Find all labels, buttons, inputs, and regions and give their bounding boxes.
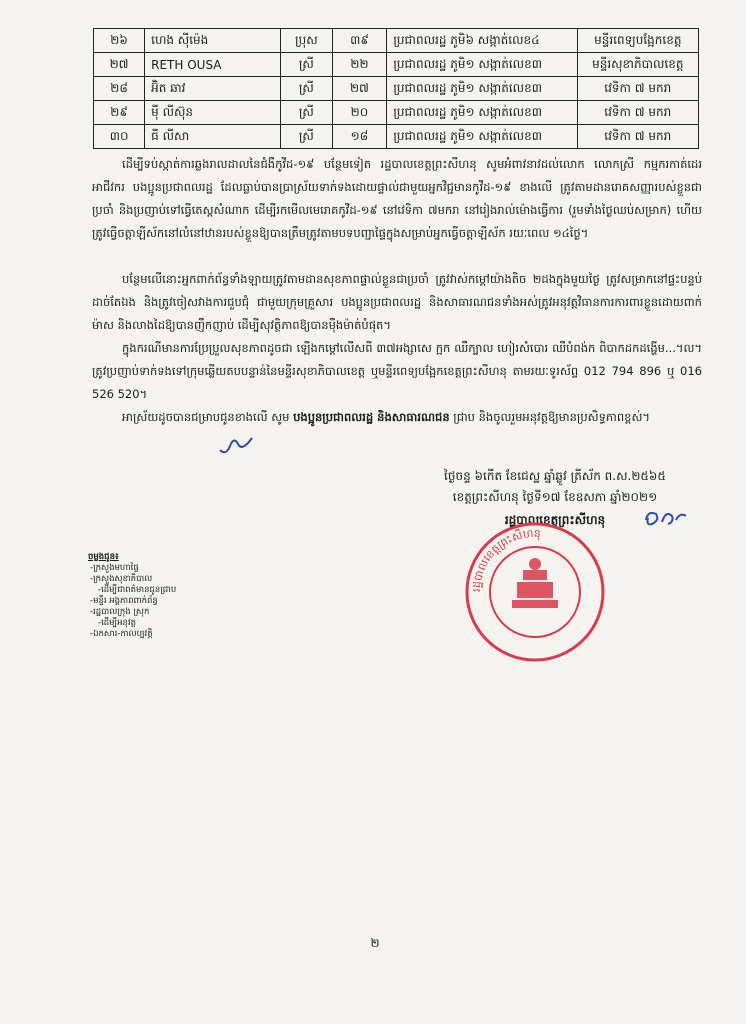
copy-to-item: -ក្រសួងមហាផ្ទៃ: [90, 563, 139, 573]
page-number: ២: [370, 936, 380, 950]
copy-to-item: -មន្ទីរ អង្គភាពពាក់ព័ន្ធ: [90, 596, 158, 606]
case-test-place: វេទិកា ៧ មករា: [577, 125, 698, 149]
case-test-place: មន្ទីរសុខាភិបាលខេត្ត: [577, 53, 698, 77]
case-name: ហេង ស៊ីម៉េង: [145, 29, 281, 53]
case-name: RETH OUSA: [145, 53, 281, 77]
case-address: ប្រជាពលរដ្ឋ ភូមិ១ សង្កាត់លេខ៣: [387, 101, 577, 125]
case-age: ២០: [332, 101, 387, 125]
issuing-authority: រដ្ឋបាលខេត្តព្រះសីហនុ: [504, 513, 606, 527]
signature-tick-icon: [216, 434, 256, 458]
case-number: ២៩: [94, 101, 145, 125]
case-name: អ៊ិត ឆាវ: [145, 77, 281, 101]
case-sex: ស្រី: [281, 77, 332, 101]
case-sex: ប្រុស: [281, 29, 332, 53]
case-age: ២២: [332, 53, 387, 77]
case-sex: ស្រី: [281, 125, 332, 149]
date-lunar: ថ្ងៃចន្ទ ៦កើត ខែជេស្ឋ ឆ្នាំឆ្លូវ ត្រីស័ក ព.ស.២៥៦៥: [444, 469, 666, 483]
case-address: ប្រជាពលរដ្ឋ ភូមិ៦ សង្កាត់លេខ៤: [387, 29, 577, 53]
case-number: ២៨: [94, 77, 145, 101]
table-row: [94, 125, 699, 149]
date-solar: ខេត្តព្រះសីហនុ ថ្ងៃទី១៧ ខែឧសភា ឆ្នាំ២០២១: [452, 490, 658, 504]
closing-tail: ជ្រាប និងចូលរួមអនុវត្តឱ្យមានប្រសិទ្ធភាពខ្ពស់។: [453, 410, 650, 424]
case-age: ១៨: [332, 125, 387, 149]
case-name: ម៉ី លីស៊ុន: [145, 101, 281, 125]
copy-to-item: -ដើម្បីអនុវត្ត: [98, 618, 136, 628]
table-row: [94, 53, 699, 77]
copy-to-item: -ឯកសារ-កាលប្បវត្តិ: [90, 629, 153, 639]
case-name: ធី លីសា: [145, 125, 281, 149]
copy-to-block: [88, 552, 228, 640]
official-seal-icon: [460, 520, 610, 665]
paragraph-call-for-testing: ដើម្បីទប់ស្កាត់ការឆ្លងរាលដាលនៃជំងឺកូវីដ-១៩ បន្ថែមទៀត រដ្ឋបាលខេត្តព្រះសីហនុ សូមអំពាវនាវដល់លោក លោកស្រី កម្មករកាត់ដេរ អាជីវករ បងប្អូនប្រជាពលរដ្ឋ ដែលធ្លាប់បានប្រាស្រ័យទាក់ទងដោយផ្ទាល់ជាមួយអ្នកវិជ្ជមានកូវីដ-១៩ ខាងលើ ត្រូវតាមដានរោគសញ្ញារបស់ខ្លួនជាប្រចាំ និងប្រញាប់ទៅធ្វើតេស្តសំណាក ដើម្បីរកមើលមេរោគកូវីដ-១៩ នៅវេទិកា ៧មករា នៅរៀងរាល់ម៉ោងធ្វើការ (រួមទាំងថ្ងៃឈប់សម្រាក) ហើយត្រូវធ្វើចត្តាឡីស័កនៅលំនៅឋានរបស់ខ្លួនឱ្យបានត្រឹមត្រូវតាមបទបញ្ជាផ្ទៃក្នុងសម្រាប់អ្នកធ្វើចត្តាឡីស័ក រយៈពេល ១៤ថ្ងៃ។: [92, 157, 702, 240]
case-address: ប្រជាពលរដ្ឋ ភូមិ១ សង្កាត់លេខ៣: [387, 53, 577, 77]
copy-to-item: -ក្រសួងសុខាភិបាល: [90, 574, 153, 584]
table-row: [94, 101, 699, 125]
paragraph-self-monitoring: បន្ថែមលើនោះអ្នកពាក់ព័ន្ធទាំងឡាយត្រូវតាមដានសុខភាពផ្ទាល់ខ្លួនជាប្រចាំ ត្រូវវាស់កម្តៅយ៉ាងតិច ២ដងក្នុងមួយថ្ងៃ ត្រូវសម្រាកនៅផ្ទះបន្ទប់ដាច់តែឯង និងត្រូវចៀសវាងការជួបជុំ ជាមួយក្រុមគ្រួសារ បងប្អូនប្រជាពលរដ្ឋ និងសាធារណជនទាំងអស់ត្រូវអនុវត្តវិធានការការពារខ្លួនដោយពាក់ម៉ាស និងលាងដៃឱ្យបានញឹកញាប់ ដើម្បីសុវត្ថិភាពឱ្យបានម៉ឺងម៉ាត់បំផុត។: [92, 272, 702, 332]
closing-lead: អាស្រ័យដូចបានជម្រាបជូនខាងលើ សូម: [122, 410, 290, 424]
case-number: ២៧: [94, 53, 145, 77]
copy-to-title: ចម្លងជូន៖: [88, 552, 119, 562]
paragraph-closing: [92, 406, 702, 429]
case-test-place: វេទិកា ៧ មករា: [577, 101, 698, 125]
copy-to-item: -រដ្ឋបាលក្រុង ស្រុក: [90, 607, 150, 617]
case-test-place: មន្ទីរពេទ្យបង្អែកខេត្ត: [577, 29, 698, 53]
date-block: [405, 466, 705, 508]
case-address: ប្រជាពលរដ្ឋ ភូមិ១ សង្កាត់លេខ៣: [387, 125, 577, 149]
closing-audience: បងប្អូនប្រជាពលរដ្ឋ និងសាធារណជន: [293, 410, 450, 424]
cases-table: [93, 28, 699, 149]
table-row: [94, 77, 699, 101]
case-sex: ស្រី: [281, 101, 332, 125]
case-sex: ស្រី: [281, 53, 332, 77]
copy-to-item: -ដើម្បីជាពត៌មានជូនជ្រាប: [98, 585, 177, 595]
case-age: ៣៩: [332, 29, 387, 53]
table-row: [94, 29, 699, 53]
svg-text:រដ្ឋបាលខេត្តព្រះសីហនុ: រដ្ឋបាលខេត្តព្រះសីហនុ: [469, 526, 542, 593]
case-number: ៣០: [94, 125, 145, 149]
signature-initial-icon: [640, 506, 690, 530]
case-address: ប្រជាពលរដ្ឋ ភូមិ១ សង្កាត់លេខ៣: [387, 77, 577, 101]
case-number: ២៦: [94, 29, 145, 53]
case-age: ២៧: [332, 77, 387, 101]
case-test-place: វេទិកា ៧ មករា: [577, 77, 698, 101]
paragraph-hotline: ក្នុងករណីមានការប្រែប្រួលសុខភាពដូចជា ឡើងកម្តៅលើសពី ៣៧អង្សាសេ ក្អក ឈឺក្បាល ហៀរសំបោរ ឈឺបំពង់ក ពិបាកដកដង្ហើម...។ល។ ត្រូវប្រញាប់ទាក់ទងទៅក្រុមឆ្លើយតបបន្ទាន់នៃមន្ទីរសុខាភិបាលខេត្ត ឬមន្ទីរពេទ្យបង្អែកខេត្តព្រះសីហនុ តាមរយៈទូរស័ព្ទ 012 794 896 ឬ 016 526 520។: [92, 341, 702, 401]
